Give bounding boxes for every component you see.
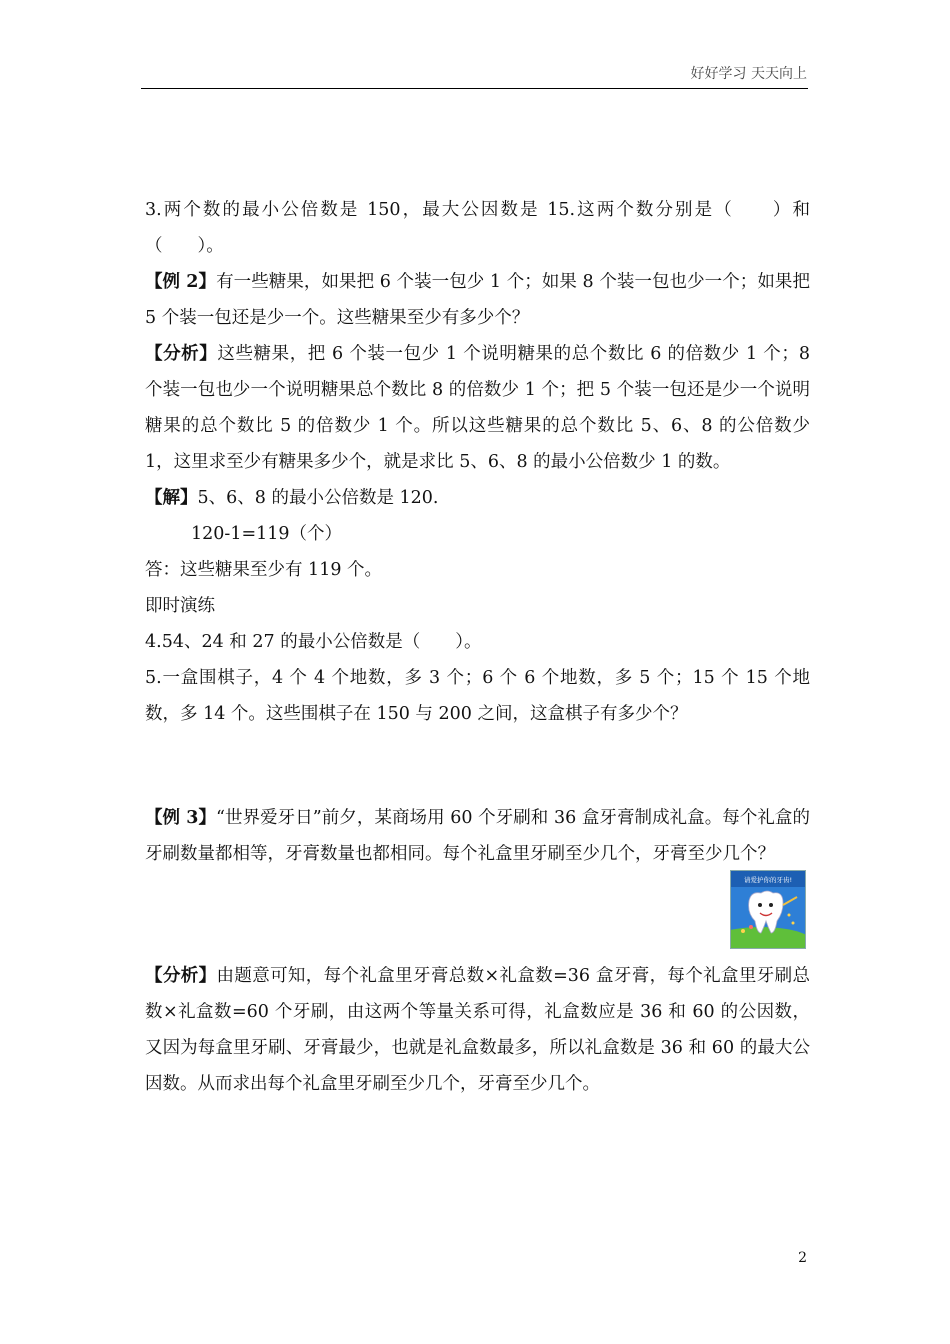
example-3: [145, 800, 810, 872]
question-5: 5.一盒围棋子，4 个 4 个地数，多 3 个；6 个 6 个地数，多 5 个；15 个 15 个地数，多 14 个。这些围棋子在 150 与 200 之间，这盒棋子有多少个？: [145, 668, 810, 724]
analysis-3: [145, 958, 810, 1102]
page-number: 2: [798, 1250, 807, 1266]
header-motto: 好好学习 天天向上: [690, 66, 807, 82]
solution-2-tag: 【解】: [145, 488, 198, 508]
illustration-row: [145, 872, 810, 958]
solution-2: [145, 480, 810, 516]
illustration-caption: 请爱护你的牙齿!: [743, 876, 793, 884]
analysis-3-tag: 【分析】: [145, 966, 217, 986]
question-3: 3.两个数的最小公倍数是 150，最大公因数是 15.这两个数分别是（ ）和（ ）。: [145, 200, 810, 256]
document-body: [145, 192, 810, 1102]
calculation: 120-1=119（个）: [191, 524, 343, 544]
header-rule: [141, 88, 808, 89]
practice-heading: 即时演练: [145, 596, 215, 616]
analysis-2-text: 这些糖果，把 6 个装一包少 1 个说明糖果的总个数比 6 的倍数少 1 个；8 个装一包也少一个说明糖果总个数比 8 的倍数少 1 个；把 5 个装一包还是少一个说明糖果的总个数比 5 的倍数少 1 个。所以这些糖果的总个数比 5、6、8 的公倍数少 1，这里求至少有糖果多少个，就是求比 5、6、8 的最小公倍数少 1 的数。: [145, 344, 811, 472]
example-3-tag: 【例 3】: [145, 808, 217, 828]
example-2-text: 有一些糖果，如果把 6 个装一包少 1 个；如果 8 个装一包也少一个；如果把 5 个装一包还是少一个。这些糖果至少有多少个？: [145, 272, 810, 328]
tooth-illustration: [730, 870, 806, 949]
spacer: [145, 732, 810, 800]
example-2: [145, 264, 810, 336]
example-2-tag: 【例 2】: [145, 272, 217, 292]
analysis-2: [145, 336, 810, 480]
analysis-3-text: 由题意可知，每个礼盒里牙膏总数×礼盒数=36 盒牙膏，每个礼盒里牙刷总数×礼盒数=60 个牙刷，由这两个等量关系可得，礼盒数应是 36 和 60 的公因数，又因为每盒里牙刷、牙膏最少，也就是礼盒数最多，所以礼盒数是 36 和 60 的最大公因数。从而求出每个礼盒里牙刷至少几个，牙膏至少几个。: [145, 966, 810, 1094]
solution-2-text: 5、6、8 的最小公倍数是 120.: [197, 488, 439, 508]
answer-2: 答：这些糖果至少有 119 个。: [145, 560, 383, 580]
analysis-2-tag: 【分析】: [145, 344, 218, 364]
question-4: 4.54、24 和 27 的最小公倍数是（ ）。: [145, 632, 482, 652]
example-3-text: “世界爱牙日”前夕，某商场用 60 个牙刷和 36 盒牙膏制成礼盒。每个礼盒的牙刷数量都相等，牙膏数量也都相同。每个礼盒里牙刷至少几个，牙膏至少几个？: [145, 808, 810, 864]
tooth-cartoon-icon: [731, 871, 805, 948]
